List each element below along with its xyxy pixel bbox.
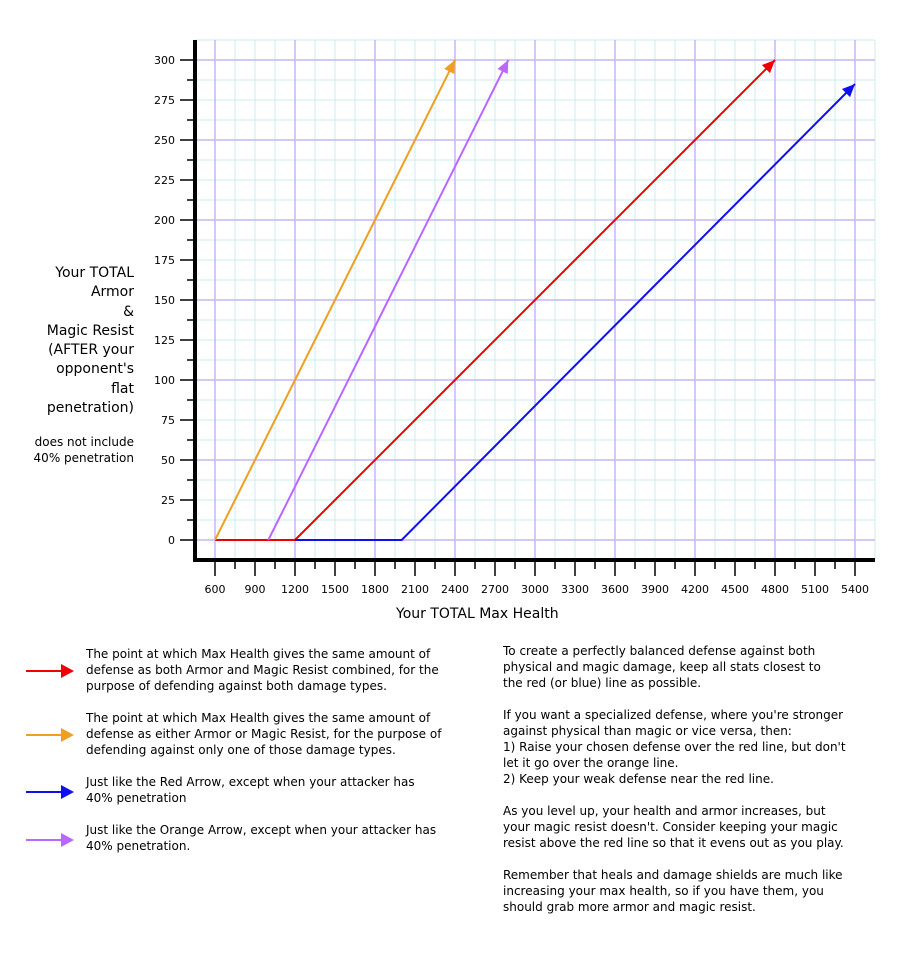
x-tick-label: 4500 xyxy=(721,583,749,596)
legend-text xyxy=(86,710,471,758)
note-paragraph xyxy=(503,867,878,915)
legend-arrow-icon xyxy=(24,646,79,696)
legend-text-line: The point at which Max Health gives the same amount of xyxy=(86,647,431,661)
y-tick-label: 150 xyxy=(154,294,175,307)
legend-text-line: purpose of defending against both damage types. xyxy=(86,679,387,693)
note-line: should grab more armor and magic resist. xyxy=(503,900,756,914)
x-tick-label: 3900 xyxy=(641,583,669,596)
legend-item xyxy=(24,710,474,760)
legend-text-line: The point at which Max Health gives the same amount of xyxy=(86,711,431,725)
note-line: To create a perfectly balanced defense against both xyxy=(503,644,816,658)
note-line: against physical than magic or vice versa, then: xyxy=(503,724,792,738)
y-axis-label-line: flat xyxy=(111,380,134,397)
legend-arrow-icon xyxy=(24,822,79,872)
y-tick-label: 0 xyxy=(168,534,175,547)
x-tick-label: 2100 xyxy=(401,583,429,596)
legend-item xyxy=(24,822,474,872)
y-axis-note-line: does not include xyxy=(34,435,134,449)
tick-labels xyxy=(154,54,869,596)
note-paragraph xyxy=(503,707,878,787)
x-tick-label: 1500 xyxy=(321,583,349,596)
x-tick-label: 600 xyxy=(204,583,226,596)
y-axis-label-line: & xyxy=(123,303,134,320)
x-tick-label: 5100 xyxy=(801,583,829,596)
y-tick-label: 275 xyxy=(154,94,175,107)
note-paragraph xyxy=(503,643,878,691)
x-tick-label: 3300 xyxy=(561,583,589,596)
note-line: resist above the red line so that it evens out as you play. xyxy=(503,836,844,850)
x-tick-label: 1800 xyxy=(361,583,389,596)
y-tick-label: 175 xyxy=(154,254,175,267)
y-tick-label: 300 xyxy=(154,54,175,67)
y-tick-label: 25 xyxy=(161,494,175,507)
note-line: increasing your max health, so if you have them, you xyxy=(503,884,824,898)
note-paragraph xyxy=(503,803,878,851)
x-tick-label: 2700 xyxy=(481,583,509,596)
y-axis-label xyxy=(20,264,134,418)
y-axis-note-line: 40% penetration xyxy=(33,451,134,465)
legend-text-line: 40% penetration. xyxy=(86,839,191,853)
note-line: the red (or blue) line as possible. xyxy=(503,676,702,690)
x-tick-label: 3000 xyxy=(521,583,549,596)
note-line: Remember that heals and damage shields are much like xyxy=(503,868,843,882)
x-tick-label: 3600 xyxy=(601,583,629,596)
y-tick-label: 200 xyxy=(154,214,175,227)
legend-text-line: defending against only one of those damage types. xyxy=(86,743,396,757)
legend-item xyxy=(24,774,474,824)
y-tick-label: 250 xyxy=(154,134,175,147)
legend-text-line: 40% penetration xyxy=(86,791,187,805)
y-tick-label: 125 xyxy=(154,334,175,347)
legend-item xyxy=(24,646,474,696)
y-tick-label: 50 xyxy=(161,454,175,467)
y-tick-label: 75 xyxy=(161,414,175,427)
y-tick-label: 100 xyxy=(154,374,175,387)
legend-arrow-icon xyxy=(24,774,79,824)
y-axis-label-line: penetration) xyxy=(46,400,134,417)
legend-text xyxy=(86,774,471,806)
y-axis-label-line: Armor xyxy=(90,284,134,301)
note-line: your magic resist doesn't. Consider keeping your magic xyxy=(503,820,838,834)
y-axis-label-line: Your TOTAL xyxy=(55,265,134,281)
y-axis-label-line: opponent's xyxy=(56,361,134,378)
x-tick-label: 5400 xyxy=(841,583,869,596)
x-tick-label: 900 xyxy=(244,583,266,596)
legend-text xyxy=(86,822,471,854)
note-line: If you want a specialized defense, where you're stronger xyxy=(503,708,844,722)
notes-panel xyxy=(503,643,878,931)
x-axis-label: Your TOTAL Max Health xyxy=(396,606,559,622)
note-line: let it go over the orange line. xyxy=(503,756,679,770)
y-tick-label: 225 xyxy=(154,174,175,187)
y-axis-note xyxy=(20,434,134,466)
legend-text-line: defense as both Armor and Magic Resist combined, for the xyxy=(86,663,439,677)
note-line: physical and magic damage, keep all stats closest to xyxy=(503,660,821,674)
legend-text-line: Just like the Orange Arrow, except when your attacker has xyxy=(86,823,437,837)
x-tick-label: 4800 xyxy=(761,583,789,596)
legend-text xyxy=(86,646,471,694)
legend-text-line: defense as either Armor or Magic Resist, for the purpose of xyxy=(86,727,442,741)
note-line: 2) Keep your weak defense near the red line. xyxy=(503,772,774,786)
x-tick-label: 4200 xyxy=(681,583,709,596)
note-line: As you level up, your health and armor increases, but xyxy=(503,804,826,818)
legend-arrow-icon xyxy=(24,710,79,760)
note-line: 1) Raise your chosen defense over the red line, but don't xyxy=(503,740,846,754)
y-axis-label-line: (AFTER your xyxy=(48,342,134,359)
x-tick-label: 2400 xyxy=(441,583,469,596)
legend-text-line: Just like the Red Arrow, except when your attacker has xyxy=(86,775,415,789)
x-tick-label: 1200 xyxy=(281,583,309,596)
y-axis-label-line: Magic Resist xyxy=(46,322,134,339)
